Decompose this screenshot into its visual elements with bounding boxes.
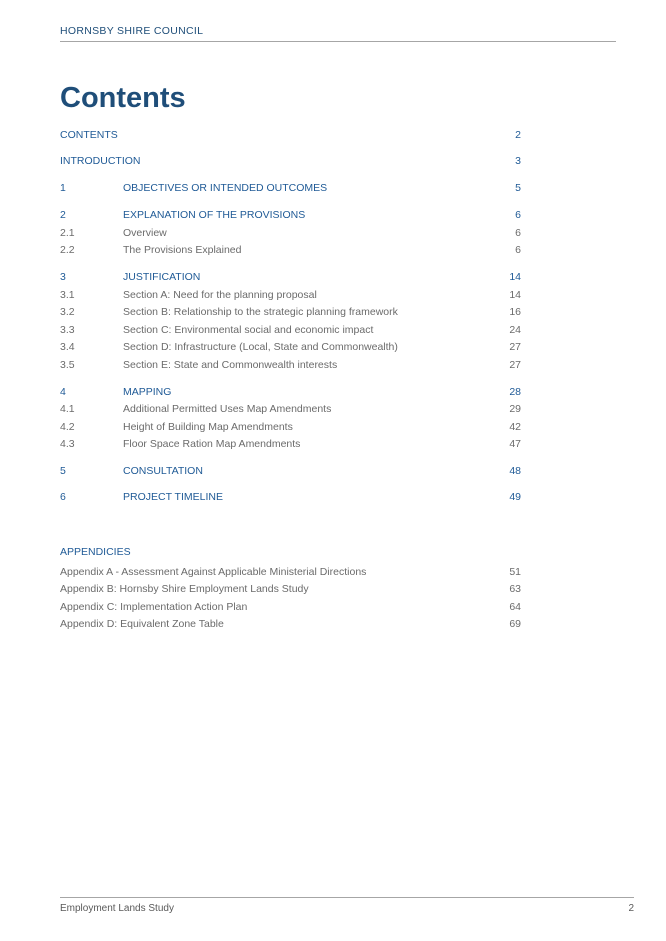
- toc-entry-page: 2: [515, 129, 521, 141]
- toc-subentry[interactable]: [60, 357, 521, 373]
- page-title: Contents: [60, 82, 186, 114]
- toc-entry-label: INTRODUCTION: [60, 155, 141, 167]
- appendices-heading: APPENDICIES: [60, 546, 131, 558]
- toc-entry-page: 5: [515, 182, 521, 194]
- toc-entry[interactable]: [60, 153, 521, 169]
- toc-entry-number: 1: [60, 182, 66, 194]
- toc-entry-number: 3.5: [60, 359, 75, 371]
- toc-entry-label: Section E: State and Commonwealth interests: [123, 359, 338, 371]
- toc-subentry[interactable]: [60, 287, 521, 303]
- toc-entry-number: 5: [60, 465, 66, 477]
- appendix-entry-label: Appendix D: Equivalent Zone Table: [60, 618, 224, 630]
- toc-subentry[interactable]: [60, 436, 521, 452]
- appendix-entry[interactable]: [60, 599, 521, 615]
- footer-page-number: 2: [628, 903, 634, 914]
- appendix-entry-label: Appendix C: Implementation Action Plan: [60, 601, 248, 613]
- appendix-entry[interactable]: [60, 616, 521, 632]
- toc-entry-label: PROJECT TIMELINE: [123, 491, 223, 503]
- appendix-entry-page: 63: [509, 583, 521, 595]
- page-footer: [60, 897, 634, 922]
- appendix-entry-page: 69: [509, 618, 521, 630]
- toc-entry-page: 29: [509, 403, 521, 415]
- toc-entry-number: 3.4: [60, 341, 75, 353]
- toc-entry-page: 27: [509, 341, 521, 353]
- toc-entry-label: Floor Space Ration Map Amendments: [123, 438, 301, 450]
- appendix-entry-page: 51: [509, 566, 521, 578]
- toc-entry-label: The Provisions Explained: [123, 244, 242, 256]
- toc-subentry[interactable]: [60, 419, 521, 435]
- toc-entry-page: 48: [509, 465, 521, 477]
- toc-entry-page: 42: [509, 421, 521, 433]
- organisation-name: HORNSBY SHIRE COUNCIL: [60, 25, 204, 37]
- toc-entry-page: 28: [509, 386, 521, 398]
- toc-subentry[interactable]: [60, 322, 521, 338]
- page-header: [60, 24, 616, 42]
- toc-entry-number: 4.3: [60, 438, 75, 450]
- toc-entry-number: 3.1: [60, 289, 75, 301]
- toc-entry-number: 3.2: [60, 306, 75, 318]
- toc-entry-page: 14: [509, 289, 521, 301]
- toc-entry-number: 4.1: [60, 403, 75, 415]
- toc-entry-label: Overview: [123, 227, 167, 239]
- toc-entry-number: 4.2: [60, 421, 75, 433]
- toc-entry-number: 6: [60, 491, 66, 503]
- toc-entry-label: JUSTIFICATION: [123, 271, 201, 283]
- toc-entry-number: 3: [60, 271, 66, 283]
- toc-entry-page: 49: [509, 491, 521, 503]
- toc-subentry[interactable]: [60, 304, 521, 320]
- toc-entry-page: 47: [509, 438, 521, 450]
- toc-entry-page: 14: [509, 271, 521, 283]
- toc-entry-page: 6: [515, 244, 521, 256]
- toc-entry-page: 16: [509, 306, 521, 318]
- toc-entry-label: CONSULTATION: [123, 465, 203, 477]
- toc-entry[interactable]: [60, 269, 521, 285]
- toc-entry[interactable]: [60, 384, 521, 400]
- toc-entry-label: Section A: Need for the planning proposal: [123, 289, 317, 301]
- toc-entry-label: Height of Building Map Amendments: [123, 421, 293, 433]
- toc-entry[interactable]: [60, 180, 521, 196]
- toc-entry[interactable]: [60, 127, 521, 143]
- toc-entry-label: OBJECTIVES OR INTENDED OUTCOMES: [123, 182, 328, 194]
- appendix-entry-label: Appendix B: Hornsby Shire Employment Lands Study: [60, 583, 309, 595]
- toc-entry-label: Section C: Environmental social and economic impact: [123, 324, 374, 336]
- toc-entry-label: Section D: Infrastructure (Local, State and Commonwealth): [123, 341, 398, 353]
- toc-entry-page: 24: [509, 324, 521, 336]
- toc-entry-number: 4: [60, 386, 66, 398]
- toc-entry[interactable]: [60, 207, 521, 223]
- toc-entry-number: 2.1: [60, 227, 75, 239]
- appendix-entry[interactable]: [60, 564, 521, 580]
- toc-entry[interactable]: [60, 463, 521, 479]
- toc-entry-number: 2: [60, 209, 66, 221]
- toc-subentry[interactable]: [60, 339, 521, 355]
- toc-subentry[interactable]: [60, 401, 521, 417]
- toc-entry-number: 3.3: [60, 324, 75, 336]
- toc-subentry[interactable]: [60, 242, 521, 258]
- toc-entry[interactable]: [60, 489, 521, 505]
- appendix-entry[interactable]: [60, 581, 521, 597]
- toc-entry-label: MAPPING: [123, 386, 172, 398]
- appendix-entry-page: 64: [509, 601, 521, 613]
- toc-entry-number: 2.2: [60, 244, 75, 256]
- toc-subentry[interactable]: [60, 225, 521, 241]
- appendix-entry-label: Appendix A - Assessment Against Applicable Ministerial Directions: [60, 566, 367, 578]
- toc-entry-page: 3: [515, 155, 521, 167]
- toc-entry-page: 6: [515, 227, 521, 239]
- toc-entry-label: EXPLANATION OF THE PROVISIONS: [123, 209, 306, 221]
- footer-document-title: Employment Lands Study: [60, 903, 174, 914]
- toc-entry-label: Section B: Relationship to the strategic planning framework: [123, 306, 398, 318]
- toc-entry-page: 27: [509, 359, 521, 371]
- toc-entry-label: CONTENTS: [60, 129, 118, 141]
- toc-entry-label: Additional Permitted Uses Map Amendments: [123, 403, 332, 415]
- toc-entry-page: 6: [515, 209, 521, 221]
